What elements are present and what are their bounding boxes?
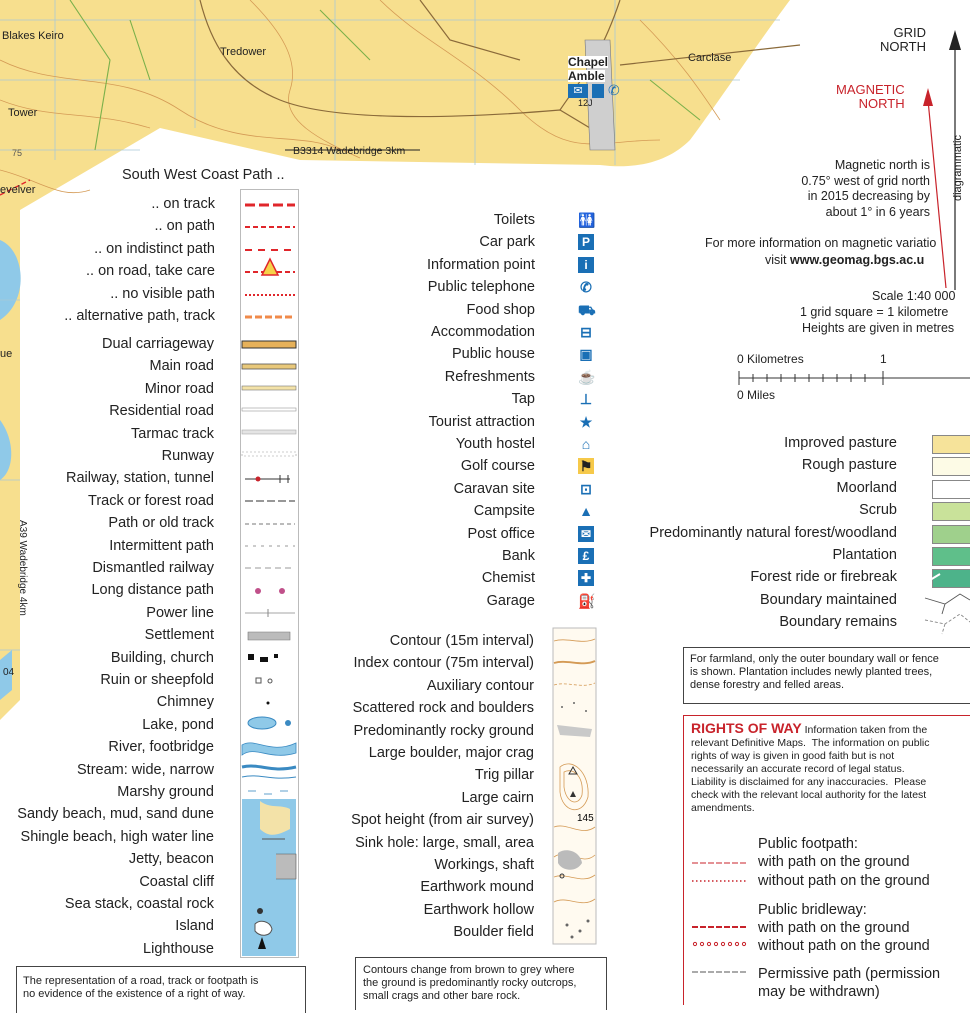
geomag-link-line [765,253,924,267]
road-legend-item: Lake, pond [142,716,214,733]
facility-label: Campsite [473,503,535,520]
place-chapel: Chapel [568,55,609,69]
place-ue: ue [0,348,13,360]
road-legend-item: Minor road [144,380,214,397]
envelope-icon: ✉ [568,84,588,98]
place-carclase: Carclase [688,52,732,64]
car-park-icon: P [578,234,594,250]
hostel-icon: ⌂ [581,436,591,452]
road-legend-item: Intermittent path [109,537,214,554]
vegetation-legend-item: Predominantly natural forest/woodland [649,524,897,541]
road-legend-item: Lighthouse [143,940,214,957]
visit-text: visit [765,253,790,267]
road-legend-item: Marshy ground [117,784,214,800]
road-legend-item: Dismantled railway [92,560,214,576]
tap-icon: ⊥ [579,391,593,408]
scale-grid: 1 grid square = 1 kilometre [800,305,949,319]
facility-label: Toilets [493,212,535,228]
magnetic-north-label: MAGNETIC NORTH [836,82,905,111]
boundary-symbols [920,566,970,636]
spot-height-value: 145 [577,813,594,824]
tent-icon: ▲ [579,503,593,520]
vegetation-legend-item: Moorland [836,479,897,496]
terrain-legend-item: Workings, shaft [434,857,534,873]
facility-label: Youth hostel [455,436,535,452]
place-evelver: evelver [0,184,36,196]
pint-icon: ▣ [579,346,593,363]
road-legend-item: Stream: wide, narrow [77,761,214,778]
road-legend-item: Track or forest road [88,492,214,509]
road-legend-item: Tarmac track [131,425,214,442]
chemist-cross-icon: ✚ [578,570,594,586]
road-legend-item: Dual carriageway [101,336,214,352]
road-legend-item: Railway, station, tunnel [65,470,214,487]
bank-icon: £ [578,548,594,564]
facility-label: Post office [467,525,535,542]
scale-miles-label: 0 Miles [737,388,776,402]
scale-one-label: 1 [880,352,887,366]
place-amble: Amble [568,69,605,83]
footpath-heading: Public footpath: [758,836,858,852]
rights-of-way-text [691,722,969,815]
golf-flag-icon: ⚑ [579,458,593,475]
terrain-legend-item: Index contour (75m interval) [353,655,534,672]
rights-symbols [690,855,752,985]
terrain-legend-item: Auxiliary contour [426,677,534,694]
road-legend-item: Main road [149,358,214,375]
vegetation-swatch [932,502,970,521]
vegetation-swatch [932,547,970,566]
road-legend-item: Residential road [109,403,214,420]
road-legend-item: Jetty, beacon [128,851,214,868]
facility-label: Tap [511,391,535,408]
coast-path-item: .. on path [154,218,215,235]
bed-icon: ⊟ [580,324,592,340]
terrain-legend-item: Sink hole: large, small, area [355,834,534,851]
coast-path-item: .. on indistinct path [94,240,215,257]
farmland-note: For farmland, only the outer boundary wall or fence is shown. Plantation includes newly planted trees, dense forestry and felled areas. [683,647,970,704]
coast-path-title: South West Coast Path .. [122,167,285,183]
road-legend-item: Ruin or sheepfold [100,672,214,688]
road-legend-item: Chimney [156,694,214,711]
toilets-icon: 🚻 [578,212,596,228]
magnetic-variation-more: For more information on magnetic variatio [705,236,937,250]
footpath-without-path: without path on the ground [758,873,930,889]
place-blakes-keiro: Blakes Keiro [2,30,64,42]
place-tredower: Tredower [220,46,267,58]
road-legend-item: Runway [161,448,214,464]
place-tower: Tower [8,107,38,119]
geomag-link[interactable]: www.geomag.bgs.ac.u [790,253,925,267]
scale-title: Scale 1:40 000 [872,289,956,303]
scale-bar [737,368,970,388]
road-legend-item: Sandy beach, mud, sand dune [17,806,214,823]
coast-path-item: .. on track [151,196,215,212]
footpath-with-path: with path on the ground [758,854,910,870]
place-04: 04 [3,667,15,678]
height-12j: 12J [578,98,593,108]
road-legend-item: Long distance path [91,582,214,599]
facility-label: Food shop [466,301,535,318]
road-legend-item: Settlement [144,627,214,644]
pint-icon [592,84,604,98]
terrain-legend-item: Boulder field [453,924,534,941]
road-label-b3314: B3314 Wadebridge 3km [293,145,406,157]
telephone-icon: ✆ [608,82,620,98]
vegetation-legend-item: Boundary maintained [759,591,897,608]
legend-symbols [240,189,298,956]
terrain-legend-item: Scattered rock and boulders [352,700,534,717]
terrain-legend-item: Large cairn [461,789,534,806]
cup-icon: ☕ [578,368,596,385]
facility-label: Caravan site [453,480,535,497]
caravan-icon: ⊡ [580,480,592,497]
telephone-icon: ✆ [580,279,592,296]
vegetation-legend-item: Boundary remains [779,614,897,631]
facility-label: Bank [501,548,535,564]
bridleway-heading: Public bridleway: [758,902,867,918]
right-of-way-disclaimer: The representation of a road, track or footpath is no evidence of the existence of a right of way. [16,966,306,1013]
vegetation-legend-item: Forest ride or firebreak [750,569,897,586]
coast-path-item: .. on road, take care [86,263,215,280]
height-75: 75 [12,148,23,158]
road-legend-item: Sea stack, coastal rock [64,896,214,912]
vegetation-legend-item: Plantation [832,547,897,563]
vegetation-swatch [932,480,970,499]
road-legend-item: River, footbridge [108,739,214,756]
facility-label: Accommodation [431,324,535,340]
terrain-legend-item: Earthwork hollow [423,901,534,918]
vegetation-legend-item: Improved pasture [784,435,897,451]
road-legend-item: Shingle beach, high water line [20,828,214,845]
facility-label: Tourist attraction [428,413,535,430]
fuel-pump-icon: ⛽ [578,592,596,609]
facility-label: Public telephone [427,279,535,296]
bridleway-with-path: with path on the ground [758,920,910,936]
road-legend-item: Power line [146,604,214,621]
rights-body: Information taken from the relevant Definitive Maps. The information on public rights of way is given in good faith but is not necessarily an accurate record of legal status. Liability is disclaimed for any inaccuracies. Please check with the relevant local authority for the latest amendments. [691,724,930,814]
grid-north-label: GRID NORTH [880,25,926,54]
vegetation-swatch [932,435,970,454]
scale-km-label: 0 Kilometres [737,352,804,366]
vegetation-legend-item: Rough pasture [801,457,897,474]
road-legend-item: Building, church [110,649,214,666]
terrain-legend-item: Spot height (from air survey) [351,812,534,829]
vegetation-legend-item: Scrub [859,502,897,519]
road-label-a39: A39 Wadebridge 4km [17,520,28,616]
facility-label: Chemist [481,570,535,587]
scale-heights: Heights are given in metres [802,321,955,335]
terrain-legend-item: Trig pillar [474,767,534,784]
facility-label: Garage [486,592,535,609]
terrain-symbols [552,627,597,945]
diagrammatic-label: diagrammatic [952,135,964,202]
envelope-icon: ✉ [578,526,594,542]
vegetation-swatch [932,457,970,476]
road-legend-item: Coastal cliff [139,873,214,890]
terrain-legend-item: Earthwork mound [420,879,534,896]
permissive-path: Permissive path (permission may be withdrawn) [758,966,941,1000]
road-legend-item: Island [175,918,214,935]
facility-label: Refreshments [444,368,535,385]
star-icon: ★ [579,413,593,430]
food-shop-icon: ⛟ [578,301,596,318]
terrain-legend-item: Large boulder, major crag [368,745,534,761]
terrain-legend-item: Contour (15m interval) [389,633,534,649]
terrain-legend-item: Predominantly rocky ground [353,722,534,739]
facility-label: Public house [451,346,535,363]
rights-title: RIGHTS OF WAY [691,720,802,736]
coast-path-item: .. no visible path [110,285,215,302]
road-legend-item: Path or old track [108,515,214,532]
information-icon: i [578,257,594,273]
facility-label: Golf course [460,458,535,475]
contour-note: Contours change from brown to grey where the ground is predominantly rocky outcrops, small crags and other bare rock. [355,957,607,1010]
coast-path-item: .. alternative path, track [64,308,215,324]
facility-label: Information point [426,256,535,273]
magnetic-north-note: Magnetic north is 0.75° west of grid north in 2015 decreasing by about 1° in 6 years [801,158,930,219]
vegetation-swatch [932,525,970,544]
facility-label: Car park [479,234,535,251]
bridleway-without-path: without path on the ground [758,938,930,954]
